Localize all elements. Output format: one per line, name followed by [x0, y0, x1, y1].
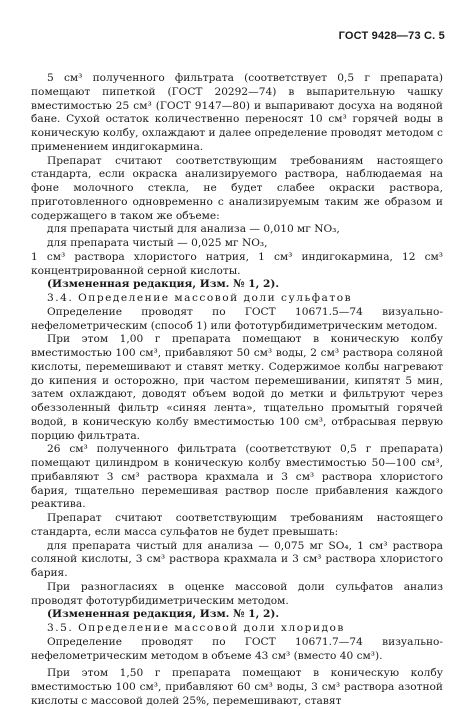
paragraph: (Измененная редакция, Изм. № 1, 2).: [47, 278, 280, 291]
paragraph: (Измененная редакция, Изм. № 1, 2).: [47, 608, 280, 621]
paragraph: Определение проводят по ГОСТ 10671.7—74 визуально-нефелометрическим методом в объеме 43 см³ (вместо 40 см³).: [31, 635, 443, 662]
paragraph: Препарат считают соответствующим требованиям настоящего стандарта, если окраска анализируемого раствора, наблюдаемая на фоне молочного стекла, не будет слабее окраски раствора, приготовленного одновременно с анализируемым таким же образом и содержащего в таком же объеме:: [31, 154, 443, 222]
paragraph: При этом 1,00 г препарата помещают в коническую колбу вместимостью 100 см³, прибавляют 50 см³ воды, 2 см³ раствора соляной кислоты, перемешивают и ставят метку. Содержимое колбы нагревают до кипения и осторожно, при частом перемешивании, кипятят 5 мин, затем охлаждают, доводят объем водой до метки и фильтруют через обеззоленный фильтр «синяя лента», тщательно промытый горячей водой, в коническую колбу вместимостью 100 см³, отбрасывая первую порцию фильтрата.: [31, 333, 443, 442]
paragraph: 3.4. Определение массовой доли сульфатов: [47, 292, 353, 304]
paragraph: для препарата чистый — 0,025 мг NO₃,: [47, 237, 268, 249]
paragraph: 5 см³ полученного фильтрата (соответствует 0,5 г препарата) помещают пипеткой (ГОСТ 20292—74) в выпарительную чашку вместимостью 25 см³ (ГОСТ 9147—80) и выпаривают досуха на водяной бане. Сухой остаток количественно переносят 10 см³ горячей воды в коническую колбу, охлаждают и далее определение проводят методом с применением индигокармина.: [31, 72, 443, 153]
paragraph: При разногласиях в оценке массовой доли сульфатов анализ проводят фототурбидиметрическим методом.: [31, 580, 443, 607]
paragraph: для препарата чистый для анализа — 0,010 мг NO₃,: [47, 223, 340, 236]
paragraph: Определение проводят по ГОСТ 10671.5—74 визуально-нефелометрическим (способ 1) или фототурбидиметрическим методом.: [31, 305, 443, 332]
paragraph: 3.5. Определение массовой доли хлоридов: [47, 622, 345, 634]
paragraph: 1 см³ раствора хлористого натрия, 1 см³ индигокармина, 12 см³ концентрированной серной кислоты.: [31, 250, 443, 277]
page-header: ГОСТ 9428—73 С. 5: [338, 30, 445, 42]
document-body: [31, 72, 443, 709]
paragraph: для препарата чистый для анализа — 0,075 мг SO₄, 1 см³ раствора соляной кислоты, 3 см³ раствора крахмала и 3 см³ раствора хлористого бария.: [31, 539, 443, 579]
paragraph: Препарат считают соответствующим требованиям настоящего стандарта, если масса сульфатов не будет превышать:: [31, 512, 443, 538]
paragraph: При этом 1,50 г препарата помещают в коническую колбу вместимостью 100 см³, прибавляют 60 см³ воды, 3 см³ раствора азотной кислоты с массовой долей 25%, перемешивают, ставят: [31, 667, 443, 707]
paragraph: 26 см³ полученного фильтрата (соответствуют 0,5 г препарата) помещают цилиндром в коническую колбу вместимостью 50—100 см³, прибавляют 3 см³ раствора крахмала и 3 см³ раствора хлористого бария, тщательно перемешивая раствор после прибавления каждого реактива.: [31, 443, 443, 511]
